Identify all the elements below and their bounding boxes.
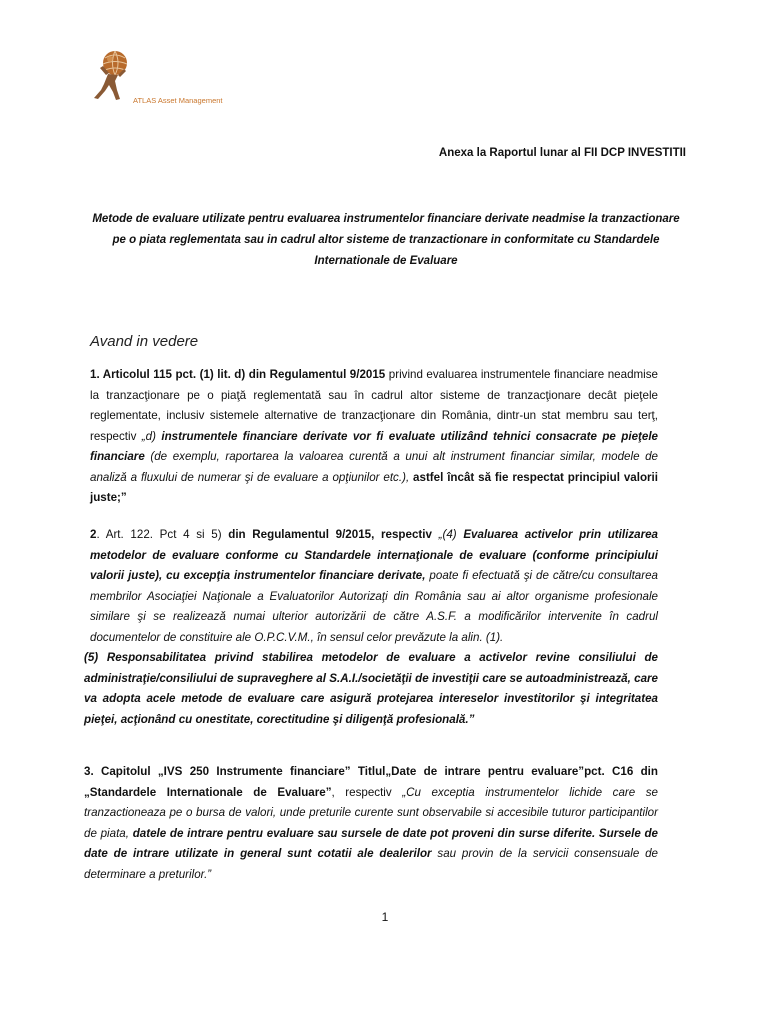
- p1-text: privind evaluarea instrumentele financiare neadmise la tranzacţionare pe o piaţă reglementată sau în cadrul altor sisteme de tranzacţionare decât pieţele reglementate, inclusiv sistemele alternative de tranzacţionare din România, dintr-un stat membru sau terţ, respectiv: [90, 368, 658, 443]
- p2-lead: din Regulamentul 9/2015, respectiv: [228, 528, 439, 541]
- annex-title: Anexa la Raportul lunar al FII DCP INVESTITII: [438, 147, 686, 159]
- p3-italic-1: „Cu exceptia instrumentelor lichide care se tranzactioneaza pe o bursa de valori, unde preturile curente sunt observabile si accesibile tuturor participantilor de piata,: [84, 785, 659, 840]
- page-number: 1: [381, 910, 389, 924]
- atlas-figure-icon: [94, 74, 120, 100]
- paragraph-2: [90, 525, 658, 648]
- p2-quote-open: „(4): [438, 528, 464, 541]
- logo-text: ATLAS Asset Management: [133, 96, 223, 105]
- p2-ref: . Art. 122. Pct 4 si 5): [96, 528, 229, 541]
- document-title: Metode de evaluare utilizate pentru evaluarea instrumentelor financiare derivate neadmise la tranzactionare pe o piata reglementata sau in cadrul altor sisteme de tranzactionare in conformitate cu Standardele Internationale de Evaluare: [92, 213, 680, 267]
- paragraph-1: [90, 365, 658, 509]
- p1-italic: (de exemplu, raportarea la valoarea curentă a unui alt instrument financiar similar, modele de analiză a fluxului de numerar şi de evaluare a opţiunilor etc.),: [90, 450, 658, 484]
- intro-heading: Avand in vedere: [90, 333, 199, 350]
- paragraph-2-point-5: [84, 648, 658, 730]
- p3-bold-italic: datele de intrare pentru evaluare sau sursele de date pot proveni din surse diferite. Sursele de date de intrare utilizate in general sunt cotatii ale dealerilor: [84, 826, 659, 860]
- p3-italic-2: sau provin de la servicii consensuale de determinare a preturilor.”: [84, 847, 658, 881]
- p2-point-5: (5) Responsabilitatea privind stabilirea metodelor de evaluare a activelor revine consiliului de administraţie/consiliului de supraveghere al S.A.I./societăţii de investiţii care se autoadministrează, care va adopta acele metode de evaluare care asigură protejarea intereselor investitorilor şi integritatea pieţei, acţionând cu onestitate, corectitudine şi diligenţă profesională.”: [84, 651, 658, 726]
- p2-bold-italic: Evaluarea activelor prin utilizarea metodelor de evaluare conforme cu Standardele internaţionale de evaluare (conforme principiului valorii juste), cu excepţia instrumentelor financiare derivate,: [90, 528, 658, 582]
- p1-bold-italic: instrumentele financiare derivate vor fi evaluate utilizând tehnici consacrate pe pieţele financiare: [90, 429, 659, 463]
- paragraph-3: [84, 762, 658, 885]
- p2-num: 2: [90, 528, 97, 541]
- p1-lead: 1. Articolul 115 pct. (1) lit. d) din Regulamentul 9/2015: [90, 368, 386, 381]
- p2-italic: poate fi efectuată şi de către/cu consultarea membrilor Asociaţiei Naţionale a Evaluatorilor Autorizaţi din România sau ai altor organisme profesionale similare şi se realizează numai ulterior autorizării de către A.S.F. a modificărilor intervenite în cadrul documentelor de constituire ale O.P.C.V.M., în sensul celor prevăzute la alin. (1).: [90, 569, 658, 644]
- p1-quote-open: „d): [141, 429, 162, 443]
- p1-bold-end: astfel încât să fie respectat principiul valorii juste;”: [90, 470, 658, 504]
- p3-lead: 3. Capitolul „IVS 250 Instrumente financiare” Titlul„Date de intrare pentru evaluare”pct. C16 din „Standardele Internationale de Evaluare”: [84, 765, 658, 799]
- p3-resp: , respectiv: [331, 785, 403, 799]
